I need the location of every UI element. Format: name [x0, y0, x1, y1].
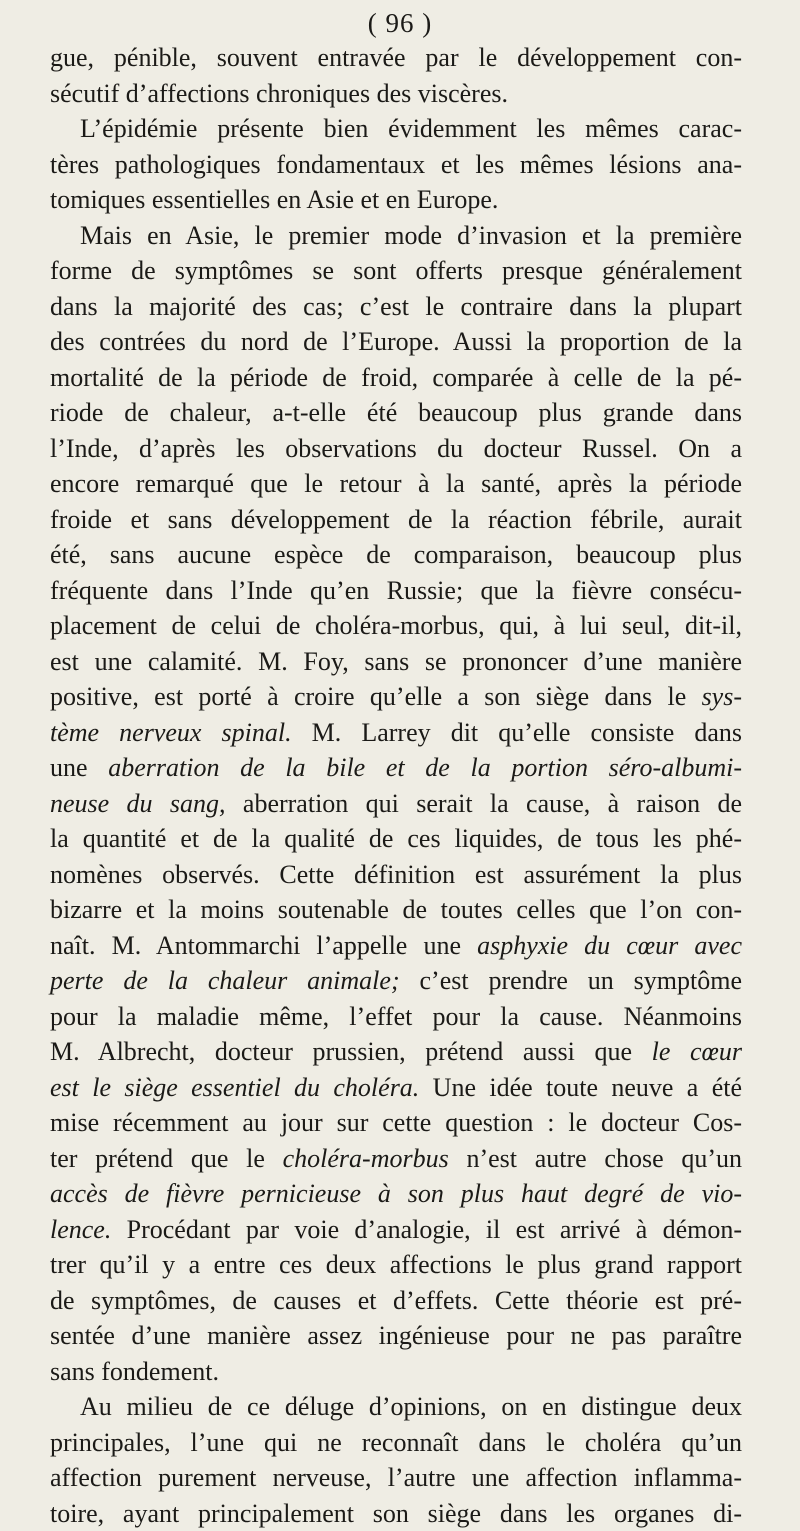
text-line [50, 573, 742, 609]
text-segment: affection purement nerveuse, l’autre une affection inflamma- [50, 1463, 742, 1492]
text-segment: ter prétend que le [50, 1144, 283, 1173]
text-segment: positive, est porté à croire qu’elle a son siège dans le [50, 682, 702, 711]
text-line [50, 466, 742, 502]
text-line [50, 1425, 742, 1461]
text-line [50, 892, 742, 928]
italic-text: sys- [702, 682, 742, 711]
text-line [50, 1141, 742, 1177]
text-segment: gue, pénible, souvent entravée par le développement con- [50, 43, 742, 72]
text-segment: n’est autre chose qu’un [449, 1144, 742, 1173]
text-line [50, 786, 742, 822]
text-line [50, 1283, 742, 1319]
text-segment: M. Larrey dit qu’elle consiste dans [292, 718, 742, 747]
text-line [50, 324, 742, 360]
text-line [50, 608, 742, 644]
text-line [50, 679, 742, 715]
text-segment: été, sans aucune espèce de comparaison, beaucoup plus [50, 540, 742, 569]
text-line [50, 1176, 742, 1212]
italic-text: lence. [50, 1215, 111, 1244]
text-segment: trer qu’il y a entre ces deux affections le plus grand rapport [50, 1250, 742, 1279]
text-line [50, 1247, 742, 1283]
text-line [50, 502, 742, 538]
italic-text: choléra-morbus [283, 1144, 449, 1173]
text-segment: une [50, 753, 108, 782]
italic-text: le cœur [652, 1037, 742, 1066]
text-segment: sans fondement. [50, 1357, 219, 1386]
text-line [50, 963, 742, 999]
text-line [50, 537, 742, 573]
text-segment: fréquente dans l’Inde qu’en Russie; que la fièvre consécu- [50, 576, 742, 605]
body-text [50, 40, 742, 1531]
text-line [50, 1034, 742, 1070]
text-segment: tomiques essentielles en Asie et en Europe. [50, 185, 498, 214]
text-line [50, 360, 742, 396]
text-line [50, 431, 742, 467]
text-segment: Au milieu de ce déluge d’opinions, on en distingue deux [80, 1392, 742, 1421]
text-segment: principales, l’une qui ne reconnaît dans le choléra qu’un [50, 1428, 742, 1457]
text-segment: nomènes observés. Cette définition est assurément la plus [50, 860, 742, 889]
text-segment: naît. M. Antommarchi l’appelle une [50, 931, 477, 960]
text-line [50, 821, 742, 857]
text-line [50, 1460, 742, 1496]
text-line [50, 76, 742, 112]
text-segment: des contrées du nord de l’Europe. Aussi la proportion de la [50, 327, 742, 356]
text-line [50, 395, 742, 431]
text-segment: forme de symptômes se sont offerts presque généralement [50, 256, 742, 285]
text-line [50, 1389, 742, 1425]
italic-text: perte de la chaleur animale; [50, 966, 400, 995]
text-line [50, 147, 742, 183]
italic-text: neuse du sang, [50, 789, 226, 818]
text-line [50, 750, 742, 786]
italic-text: asphyxie du cœur avec [477, 931, 742, 960]
text-segment: placement de celui de choléra-morbus, qui, à lui seul, dit-il, [50, 611, 742, 640]
text-segment: mortalité de la période de froid, comparée à celle de la pé- [50, 363, 742, 392]
text-segment: la quantité et de la qualité de ces liquides, de tous les phé- [50, 824, 742, 853]
text-line [50, 928, 742, 964]
italic-text: est le siège essentiel du choléra. [50, 1073, 419, 1102]
text-segment: c’est prendre un symptôme [400, 966, 742, 995]
page-number: ( 96 ) [0, 6, 800, 40]
text-segment: mise récemment au jour sur cette question : le docteur Cos- [50, 1108, 742, 1137]
italic-text: tème nerveux spinal. [50, 718, 292, 747]
text-line [50, 1496, 742, 1531]
text-line [50, 111, 742, 147]
text-segment: aberration qui serait la cause, à raison de [226, 789, 742, 818]
italic-text: aberration de la bile et de la portion séro-albumi- [108, 753, 742, 782]
text-segment: sécutif d’affections chroniques des viscères. [50, 79, 508, 108]
text-line [50, 1105, 742, 1141]
text-segment: de symptômes, de causes et d’effets. Cette théorie est pré- [50, 1286, 742, 1315]
text-segment: Procédant par voie d’analogie, il est arrivé à démon- [111, 1215, 742, 1244]
text-segment: Mais en Asie, le premier mode d’invasion et la première [80, 221, 742, 250]
text-segment: pour la maladie même, l’effet pour la cause. Néanmoins [50, 1002, 742, 1031]
text-line [50, 857, 742, 893]
text-line [50, 182, 742, 218]
text-segment: encore remarqué que le retour à la santé, après la période [50, 469, 742, 498]
text-line [50, 1318, 742, 1354]
text-segment: tères pathologiques fondamentaux et les mêmes lésions ana- [50, 150, 742, 179]
text-line [50, 1212, 742, 1248]
text-segment: sentée d’une manière assez ingénieuse pour ne pas paraître [50, 1321, 742, 1350]
text-line [50, 218, 742, 254]
text-line [50, 1070, 742, 1106]
text-line [50, 1354, 742, 1390]
text-segment: M. Albrecht, docteur prussien, prétend aussi que [50, 1037, 652, 1066]
text-segment: riode de chaleur, a-t-elle été beaucoup plus grande dans [50, 398, 742, 427]
italic-text: accès de fièvre pernicieuse à son plus haut degré de vio- [50, 1179, 742, 1208]
text-segment: L’épidémie présente bien évidemment les mêmes carac- [80, 114, 742, 143]
text-line [50, 40, 742, 76]
text-segment: est une calamité. M. Foy, sans se prononcer d’une manière [50, 647, 742, 676]
text-line [50, 644, 742, 680]
text-segment: bizarre et la moins soutenable de toutes celles que l’on con- [50, 895, 742, 924]
text-segment: Une idée toute neuve a été [419, 1073, 742, 1102]
text-segment: froide et sans développement de la réaction fébrile, aurait [50, 505, 742, 534]
text-segment: l’Inde, d’après les observations du docteur Russel. On a [50, 434, 742, 463]
text-segment: dans la majorité des cas; c’est le contraire dans la plupart [50, 292, 742, 321]
text-line [50, 289, 742, 325]
text-line [50, 715, 742, 751]
text-line [50, 999, 742, 1035]
text-segment: toire, ayant principalement son siège dans les organes di- [50, 1499, 742, 1528]
text-line [50, 253, 742, 289]
